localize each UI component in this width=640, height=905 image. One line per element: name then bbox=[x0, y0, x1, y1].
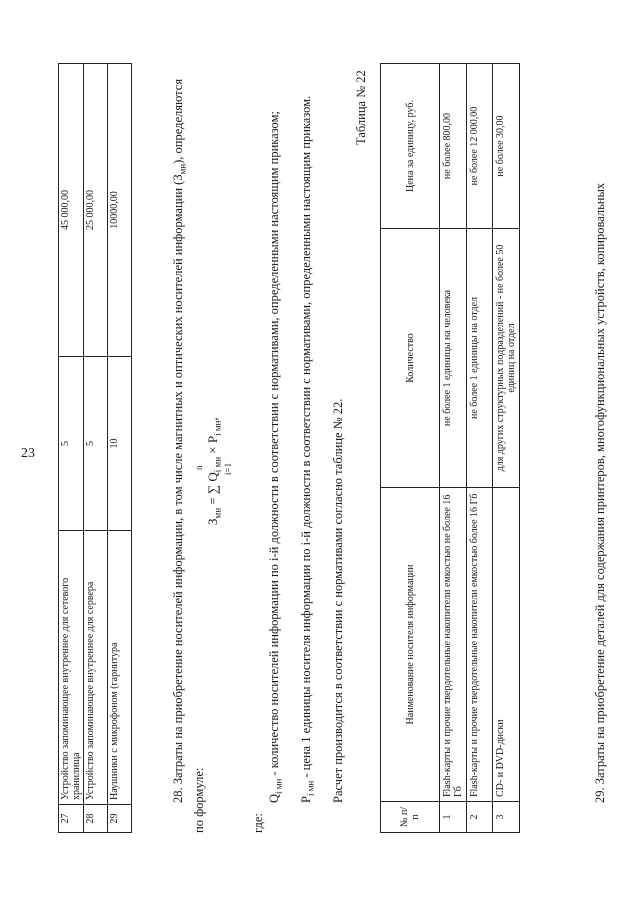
row-number: 27 bbox=[59, 805, 84, 833]
item-price: 45 000,00 bbox=[59, 64, 84, 357]
sum-upper-limit: n bbox=[194, 465, 204, 470]
item-qty: 10 bbox=[108, 357, 132, 531]
formula: $З_{мн}$ = ∑ $Q_{i мн} \times P_{i мн}$, n i=1 bbox=[194, 417, 233, 525]
media-name: Flash-карты и прочие твердотельные накопители емкостью не более 16 Гб bbox=[440, 488, 467, 802]
table-row bbox=[59, 64, 84, 833]
q-definition: $Q_{i мн}$ - количество носителей информации по i-й должности в соответствии с нормативами, определенными настоящим приказом; bbox=[267, 111, 284, 803]
header-name: Наименование носителя информации bbox=[381, 488, 440, 802]
item-name: Устройство запоминающее внутреннее для сервера bbox=[84, 531, 108, 805]
calc-note: Расчет производится в соответствии с нормативами согласно таблице № 22. bbox=[331, 398, 345, 803]
row-number: 29 bbox=[108, 805, 132, 833]
media-price: не более 30,00 bbox=[493, 64, 520, 229]
media-qty: для других структурных подразделений - не более 50 единиц на отдел bbox=[493, 229, 520, 488]
row-number: 28 bbox=[84, 805, 108, 833]
item-name: Устройство запоминающее внутреннее для сетевого хранилища bbox=[59, 531, 84, 805]
table-row bbox=[467, 64, 493, 833]
header-qty: Количество bbox=[381, 229, 440, 488]
media-qty: не более 1 единицы на человека bbox=[440, 229, 467, 488]
media-price: не более 12 000,00 bbox=[467, 64, 493, 229]
row-number: 1 bbox=[440, 802, 467, 833]
storage-media-table bbox=[380, 63, 520, 833]
item-price: 10000,00 bbox=[108, 64, 132, 357]
section-29-text: 29. Затраты на приобретение деталей для содержания принтеров, многофункциональных устройств, копировальных bbox=[593, 182, 607, 803]
p-definition: $P_{i мн}$ - цена 1 единицы носителя информации по i-й должности в соответствии с нормативами, определенными настоящим приказом. bbox=[299, 95, 316, 803]
table-22-title: Таблица № 22 bbox=[354, 70, 368, 145]
item-qty: 5 bbox=[59, 357, 84, 531]
table-header-row bbox=[381, 64, 440, 833]
where-label: где: bbox=[251, 813, 265, 833]
header-number: № п/п bbox=[381, 802, 440, 833]
header-price: Цена за единицу, руб. bbox=[381, 64, 440, 229]
item-name: Наушники с микрофоном (гарнитура bbox=[108, 531, 132, 805]
table-row bbox=[493, 64, 520, 833]
sum-lower-limit: i=1 bbox=[223, 462, 233, 475]
item-price: 25 000,00 bbox=[84, 64, 108, 357]
media-name: Flash-карты и прочие твердотельные накопители емкостью более 16 Гб bbox=[467, 488, 493, 802]
row-number: 3 bbox=[493, 802, 520, 833]
media-price: не более 800,00 bbox=[440, 64, 467, 229]
media-qty: не более 1 единицы на отдел bbox=[467, 229, 493, 488]
page-number: 23 bbox=[21, 446, 35, 461]
media-name: CD- и DVD-диски bbox=[493, 488, 520, 802]
table-row bbox=[108, 64, 132, 833]
table-row bbox=[84, 64, 108, 833]
equipment-table bbox=[58, 63, 132, 833]
row-number: 2 bbox=[467, 802, 493, 833]
section-28-intro: 28. Затраты на приобретение носителей информации, в том числе магнитных и оптических носителей информации $(З_{мн})$, определяются по формуле: bbox=[171, 78, 206, 833]
item-qty: 5 bbox=[84, 357, 108, 531]
table-row bbox=[440, 64, 467, 833]
